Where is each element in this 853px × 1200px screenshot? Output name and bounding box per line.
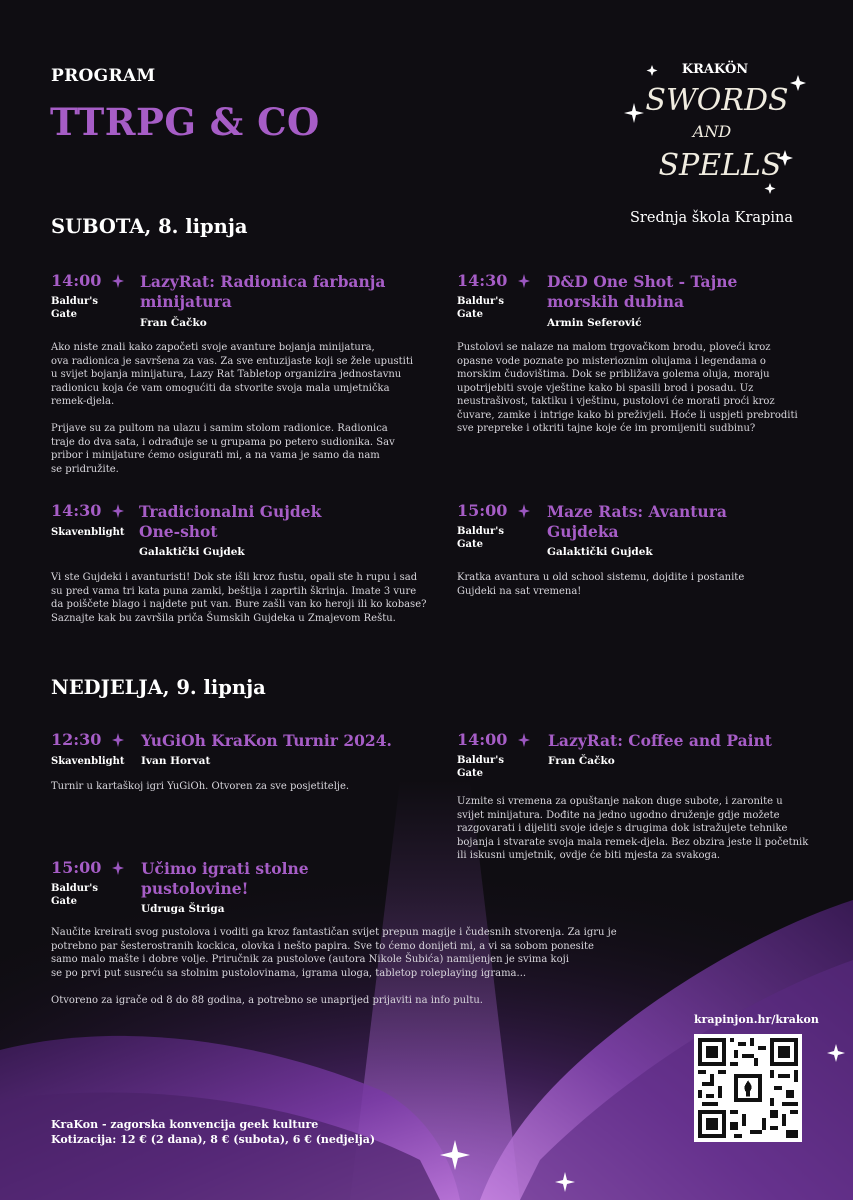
event-title: YuGiOh KraKon Turnir 2024.: [141, 731, 392, 750]
event-presenter: Galaktički Gujdek: [547, 546, 653, 558]
event-presenter: Udruga Štriga: [141, 903, 225, 915]
event-room: Baldur's Gate: [457, 755, 504, 779]
event-description: Uzmite si vremena za opuštanje nakon duge subote, i zaronite u svijet minijatura. Dođite na jedno ugodno druženje gdje možete razgovarati i dijeliti svoje ideje s drugima dok istražujete tehnike bojanja i stvarate svoja mala remek-djela. Bez obzira jeste li početnik ili iskusni umjetnik, ovdje će biti mjesta za svakoga.: [457, 796, 809, 861]
sparkle-icon: [112, 504, 124, 518]
event-presenter: Fran Čačko: [140, 317, 207, 329]
swords-and-spells-logo: [620, 55, 810, 205]
event-description: Kratka avantura u old school sistemu, dojdite i postanite Gujdeki na sat vremena!: [457, 572, 745, 597]
event-presenter: Galaktički Gujdek: [139, 546, 245, 558]
program-label: PROGRAM: [51, 66, 156, 86]
event-time: 14:30: [51, 501, 102, 520]
event-time: 14:30: [457, 271, 508, 290]
footer-tagline: KraKon - zagorska konvencija geek kulture: [51, 1118, 319, 1131]
event-room: Baldur's Gate: [51, 296, 98, 320]
event-room: Baldur's Gate: [51, 883, 98, 907]
event-title: Maze Rats: Avantura Gujdeka: [547, 502, 727, 541]
sparkle-icon: [518, 274, 530, 288]
event-room: Skavenblight: [51, 756, 125, 767]
sparkle-icon: [112, 274, 124, 288]
event-room: Baldur's Gate: [457, 296, 504, 320]
event-presenter: Ivan Horvat: [141, 755, 211, 767]
qr-code[interactable]: [694, 1034, 802, 1142]
event-room: Baldur's Gate: [457, 526, 504, 550]
sparkle-icon: [112, 733, 124, 747]
school-name: Srednja škola Krapina: [630, 210, 793, 226]
event-presenter: Fran Čačko: [548, 755, 615, 767]
qr-url: krapinjon.hr/krakon: [694, 1013, 819, 1026]
event-time: 14:00: [51, 271, 102, 290]
logo-brand: KRAKÖN: [681, 62, 749, 77]
page-title: TTRPG & CO: [50, 100, 320, 144]
logo-line2: AND: [692, 122, 732, 141]
event-description: Pustolovi se nalaze na malom trgovačkom brodu, ploveći kroz opasne vode poznate po misterioznim olujama i legendama o morskim čudovištima. Dok se približava golema oluja, moraju upotrijebiti svoje vještine kako bi spasili brod i posadu. Uz neustrašivost, taktiku i vještinu, pustolovi će morati proći kroz čuvare, zamke i intrige kako bi preživjeli. Hoće li uspjeti prebroditi sve prepreke i otkriti tajne koje će im promijeniti sudbinu?: [457, 342, 798, 434]
event-description: Vi ste Gujdeki i avanturisti! Dok ste išli kroz fustu, opali ste h rupu i sad su pred vama tri kata puna zamki, beštija i zaprtih škrinja. Imate 3 vure da poiščete blago i najdete put van. Bure zašli van ko heroji ili ko kobase? Saznajte kak bu završila priča Šumskih Gujdeka u Zmajevom Reštu.: [51, 572, 427, 624]
event-time: 15:00: [51, 858, 102, 877]
event-description: Turnir u kartaškoj igri YuGiOh. Otvoren za sve posjetitelje.: [51, 781, 350, 792]
event-room: Skavenblight: [51, 527, 125, 538]
event-description: Ako niste znali kako započeti svoje avanture bojanja minijatura, ova radionica je savršena za vas. Za sve entuzijaste koji se žele upustiti u svijet bojanja minijatura, Lazy Rat Tabletop organizira jednostavnu radionicu koja će vam omogućiti da stvorite svoja mala umjetnička remek-djela. Prijave su za pultom na ulazu i samim stolom radionice. Radionica traje do dva sata, i odrađuje se u grupama po petero sudionika. Sav pribor i minijature ćemo osigurati mi, a na vama je samo da nam se pridružite.: [51, 342, 414, 475]
event-description: Naučite kreirati svog pustolova i voditi ga kroz fantastičan svijet prepun magije i čudesnih stvorenja. Za igru je potrebno par šesterostranih kockica, olovka i nešto papira. Sve to ćemo donijeti mi, a vi sa sobom ponesite samo malo mašte i dobre volje. Priručnik za pustolove (autora Nikole Šubića) namijenjen je svima koji se po prvi put susreću sa stolnim pustolovinama, igrama uloga, tabletop roleplaying igrama... Otvoreno za igrače od 8 do 88 godina, a potrebno se unaprijed prijaviti na info pultu.: [51, 927, 617, 1006]
footer: [51, 1117, 375, 1147]
event-time: 12:30: [51, 730, 102, 749]
sparkle-icon: [518, 504, 530, 518]
event-title: D&D One Shot - Tajne morskih dubina: [547, 272, 738, 311]
logo-line3: SPELLS: [658, 148, 782, 183]
event-title: LazyRat: Coffee and Paint: [548, 731, 772, 750]
event-time: 14:00: [457, 730, 508, 749]
footer-fees: Kotizacija: 12 € (2 dana), 8 € (subota), 6 € (nedjelja): [51, 1133, 376, 1146]
event-title: Učimo igrati stolne pustolovine!: [141, 859, 309, 898]
logo-line1: SWORDS: [645, 83, 789, 118]
sparkle-icon: [518, 733, 530, 747]
event-title: LazyRat: Radionica farbanja minijatura: [140, 272, 386, 311]
event-time: 15:00: [457, 501, 508, 520]
event-presenter: Armin Seferović: [547, 317, 642, 329]
day-title-sunday: NEDJELJA, 9. lipnja: [51, 676, 266, 699]
sparkle-icon: [112, 861, 124, 875]
event-title: Tradicionalni Gujdek One-shot: [139, 502, 322, 541]
day-title-saturday: SUBOTA, 8. lipnja: [51, 215, 248, 238]
